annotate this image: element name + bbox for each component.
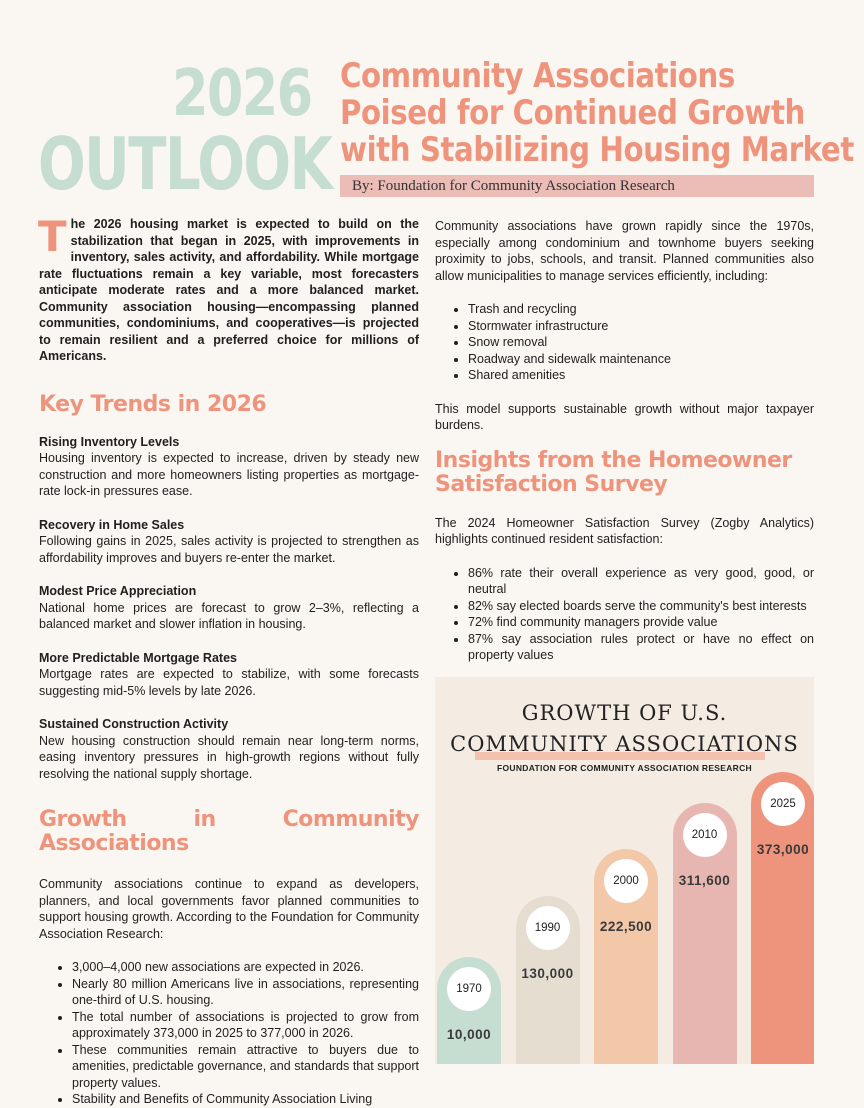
list-item: • 3,000–4,000 new associations are expected in 2026. — [72, 959, 419, 976]
key-trends-heading: Key Trends in 2026 — [39, 391, 267, 417]
trend-title: More Predictable Mortgage Rates — [39, 650, 237, 665]
title-line-3: with Stabilizing Housing Market — [340, 130, 854, 170]
list-item: • Snow removal — [468, 334, 814, 351]
title-line-1: Community Associations — [340, 56, 735, 96]
year-label-2000: 2000 — [604, 859, 648, 903]
year-label-2010: 2010 — [683, 813, 727, 857]
year-label-1970: 1970 — [447, 967, 491, 1011]
header — [0, 0, 864, 205]
trend-item — [39, 434, 419, 500]
byline: By: Foundation for Community Association Research — [340, 175, 814, 197]
trend-body: National home prices are forecast to grow 2–3%, reflecting a balanced market and slower inflation in housing. — [39, 600, 419, 631]
list-item: • Trash and recycling — [468, 301, 814, 318]
history-paragraph: Community associations have grown rapidly since the 1970s, especially among condominium and townhome buyers seeking proximity to jobs, schools, and transit. Planned communities also allow municipalities to manage services efficiently, including: — [435, 219, 814, 283]
right-column — [435, 218, 814, 696]
trend-body: New housing construction should remain near long-term norms, easing inventory pressures in high-growth regions without fully resolving the national supply shortage. — [39, 733, 419, 781]
value-label-1990: 130,000 — [521, 965, 574, 981]
page-title — [340, 56, 854, 170]
trend-item — [39, 583, 419, 633]
chart-title-line-2: COMMUNITY ASSOCIATIONS — [450, 732, 799, 756]
value-label-2010: 311,600 — [678, 873, 731, 889]
list-item: • The total number of associations is projected to grow from approximately 373,000 in 2025 to 377,000 in 2026. — [72, 1009, 419, 1042]
model-paragraph: This model supports sustainable growth without major taxpayer burdens. — [435, 401, 814, 432]
services-list — [435, 301, 814, 384]
list-item: • 72% find community managers provide value — [468, 614, 814, 631]
list-item: • Shared amenities — [468, 367, 814, 384]
value-label-2000: 222,500 — [599, 918, 653, 934]
list-item: • Stability and Benefits of Community Association Living — [72, 1091, 419, 1108]
list-item: • 87% say association rules protect or have no effect on property values — [468, 631, 814, 664]
trend-title: Recovery in Home Sales — [39, 517, 185, 532]
trend-body: Housing inventory is expected to increase, driven by steady new construction and more homeowners listing properties as mortgage-rate lock-in pressures ease. — [39, 451, 419, 498]
outlook-word: OUTLOOK — [38, 122, 332, 206]
survey-heading-line-2: Satisfaction Survey — [435, 471, 668, 497]
list-item: • Roadway and sidewalk maintenance — [468, 351, 814, 368]
trend-title: Modest Price Appreciation — [39, 584, 197, 598]
growth-bullets — [39, 959, 419, 1108]
growth-chart — [435, 677, 814, 1064]
survey-bullets — [435, 565, 814, 664]
list-item: • Stormwater infrastructure — [468, 318, 814, 335]
trend-item — [39, 650, 419, 700]
survey-intro: The 2024 Homeowner Satisfaction Survey (Zogby Analytics) highlights continued resident satisfaction: — [435, 515, 814, 546]
trend-body: Mortgage rates are expected to stabilize, with some forecasts suggesting mid-5% levels by late 2026. — [39, 667, 419, 698]
trend-body: Following gains in 2025, sales activity is projected to strengthen as affordability improves and buyers re-enter the market. — [39, 534, 419, 565]
left-column — [38, 212, 419, 1108]
intro-paragraph — [38, 212, 419, 365]
growth-heading: Growth in Community Associations — [39, 807, 419, 856]
outlook-year: 2026 — [172, 57, 312, 131]
value-label-2025: 373,000 — [756, 842, 810, 857]
list-item: • These communities remain attractive to buyers due to amenities, predictable governance, and standards that support property values. — [72, 1042, 419, 1092]
value-label-1970: 10,000 — [446, 1027, 492, 1042]
list-item: • 86% rate their overall experience as very good, good, or neutral — [468, 565, 814, 598]
year-label-2025: 2025 — [761, 782, 805, 826]
growth-body: Community associations continue to expand as developers, planners, and local governments favor planned communities to support housing growth. According to the Foundation for Community Association Research: — [39, 877, 419, 941]
chart-subtitle: FOUNDATION FOR COMMUNITY ASSOCIATION RESEARCH — [497, 763, 752, 773]
trend-item — [39, 517, 419, 567]
survey-heading-line-1: Insights from the Homeowner — [435, 447, 792, 473]
trend-title: Rising Inventory Levels — [39, 434, 180, 449]
list-item: • 82% say elected boards serve the community's best interests — [468, 598, 814, 615]
year-label-1990: 1990 — [526, 906, 570, 950]
intro-text: he 2026 housing market is expected to build on the stabilization that began in 2025, with improvements in inventory, sales activity, and affordability. While mortgage rate fluctuations remain a key variable, most forecasters anticipate moderate rates and a more balanced market. Community association housing—encompassing planned communities, condominiums, and cooperatives—is projected to remain resilient and a preferred choice for millions of Americans. — [39, 217, 419, 363]
chart-title-line-1: GROWTH OF U.S. — [521, 701, 728, 725]
trend-title: Sustained Construction Activity — [39, 717, 229, 731]
trend-item — [39, 716, 419, 782]
title-line-2: Poised for Continued Growth — [340, 93, 805, 133]
list-item: • Nearly 80 million Americans live in associations, representing one-third of U.S. housing. — [72, 976, 419, 1009]
survey-heading — [435, 449, 814, 497]
dropcap: T — [38, 212, 67, 261]
